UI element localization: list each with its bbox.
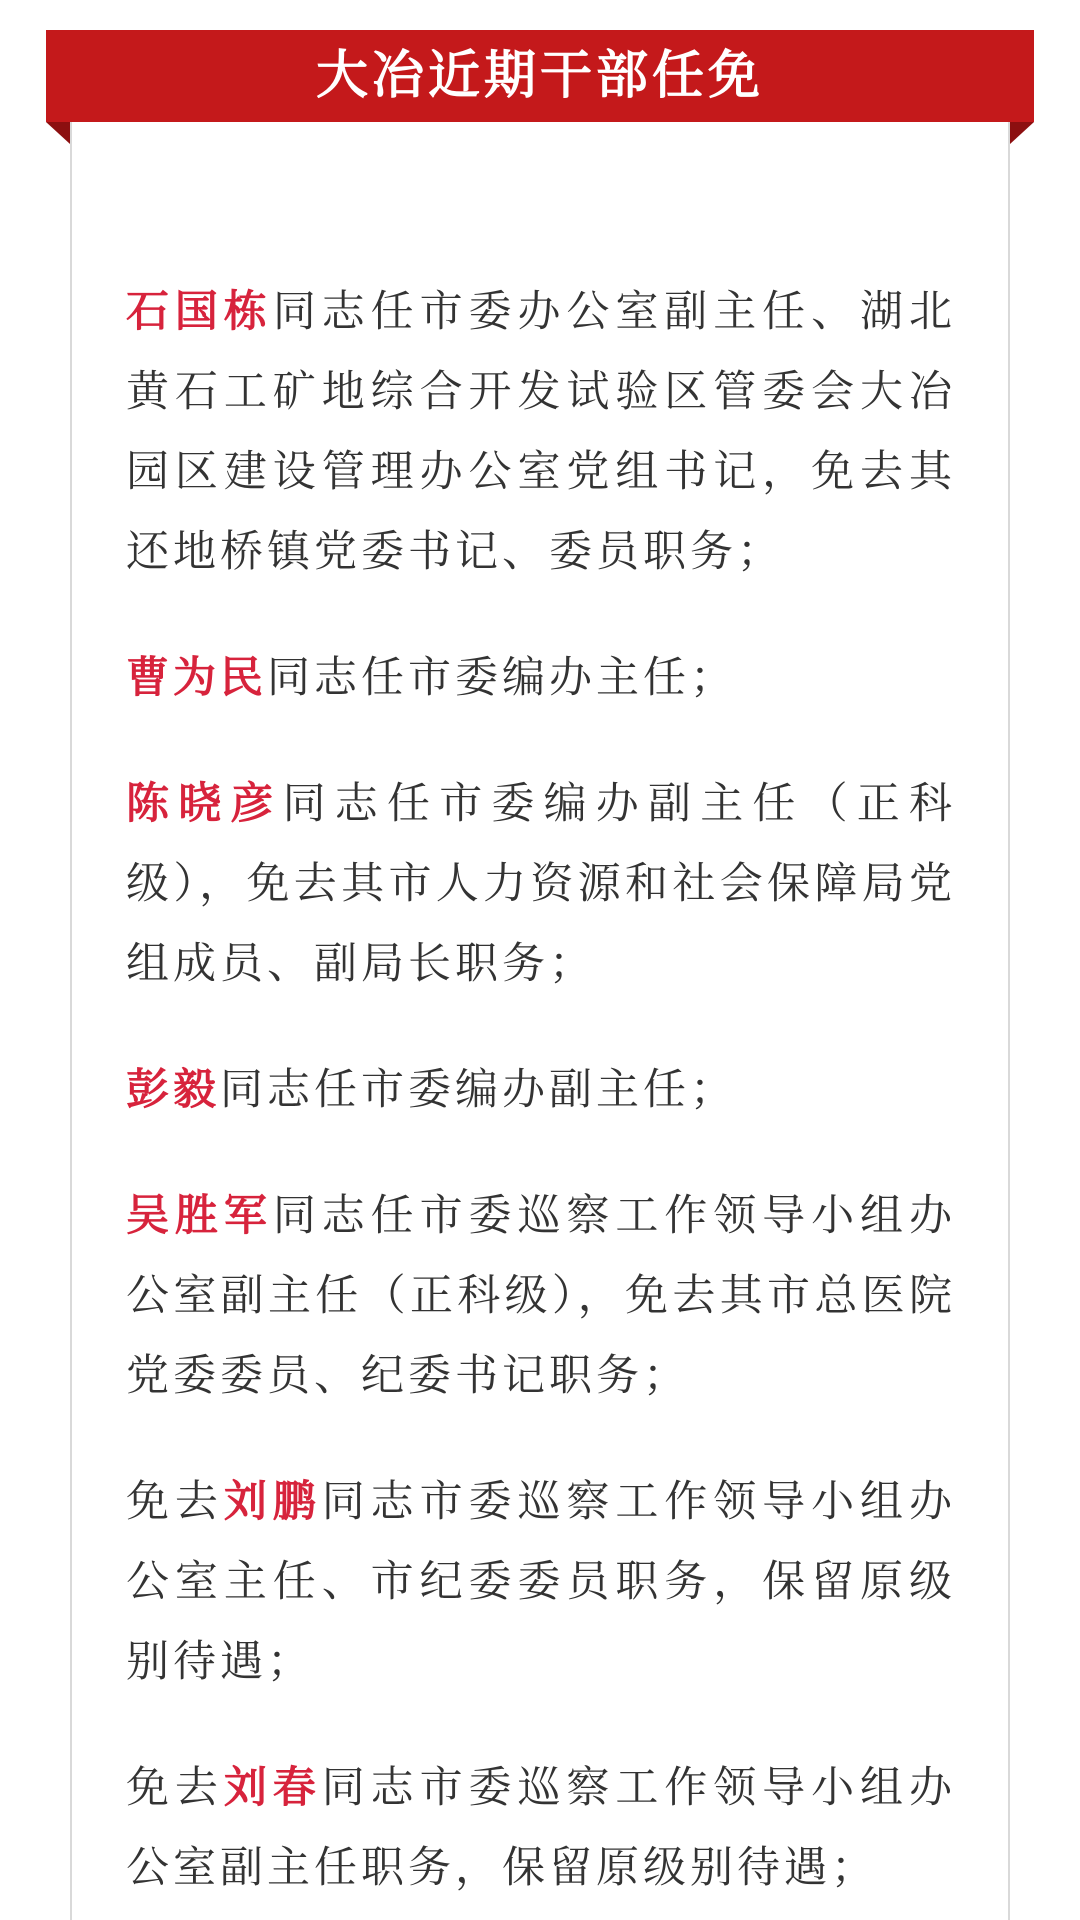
official-name: 彭毅 xyxy=(126,1065,220,1115)
appointment-item xyxy=(126,272,956,592)
official-name: 刘春 xyxy=(223,1763,322,1813)
item-text: 同志任市委巡察工作领导小组办公室副主任（正科级），免去其市总医院党委委员、纪委书记职务； xyxy=(126,1191,956,1401)
item-text: 同志任市委编办副主任（正科级），免去其市人力资源和社会保障局党组成员、副局长职务； xyxy=(126,779,957,989)
appointment-item xyxy=(126,638,956,718)
official-name: 石国栋 xyxy=(126,287,273,337)
item-text: 同志市委巡察工作领导小组办公室副主任职务，保留原级别待遇； xyxy=(126,1763,956,1893)
appointment-item xyxy=(126,1050,956,1130)
item-text: 同志任市委办公室副主任、湖北黄石工矿地综合开发试验区管委会大冶园区建设管理办公室党组书记，免去其还地桥镇党委书记、委员职务； xyxy=(126,287,956,577)
appointment-item xyxy=(126,764,956,1004)
item-prefix: 免去 xyxy=(126,1477,224,1527)
appointment-list xyxy=(126,272,956,1920)
official-name: 陈晓彦 xyxy=(126,779,283,829)
official-name: 曹为民 xyxy=(126,653,267,703)
official-name: 刘鹏 xyxy=(223,1477,322,1527)
item-prefix: 免去 xyxy=(126,1763,224,1813)
item-text: 同志任市委编办副主任； xyxy=(220,1065,737,1115)
official-name: 吴胜军 xyxy=(126,1191,273,1241)
title-banner xyxy=(46,30,1034,122)
banner-fold-left xyxy=(46,122,70,144)
appointment-item xyxy=(126,1748,956,1908)
appointment-item xyxy=(126,1462,956,1702)
page-title: 大冶近期干部任免 xyxy=(315,46,764,106)
banner-fold-right xyxy=(1010,122,1034,144)
item-text: 同志任市委编办主任； xyxy=(267,653,737,703)
item-text: 同志市委巡察工作领导小组办公室主任、市纪委委员职务，保留原级别待遇； xyxy=(126,1477,956,1687)
appointment-item xyxy=(126,1176,956,1416)
